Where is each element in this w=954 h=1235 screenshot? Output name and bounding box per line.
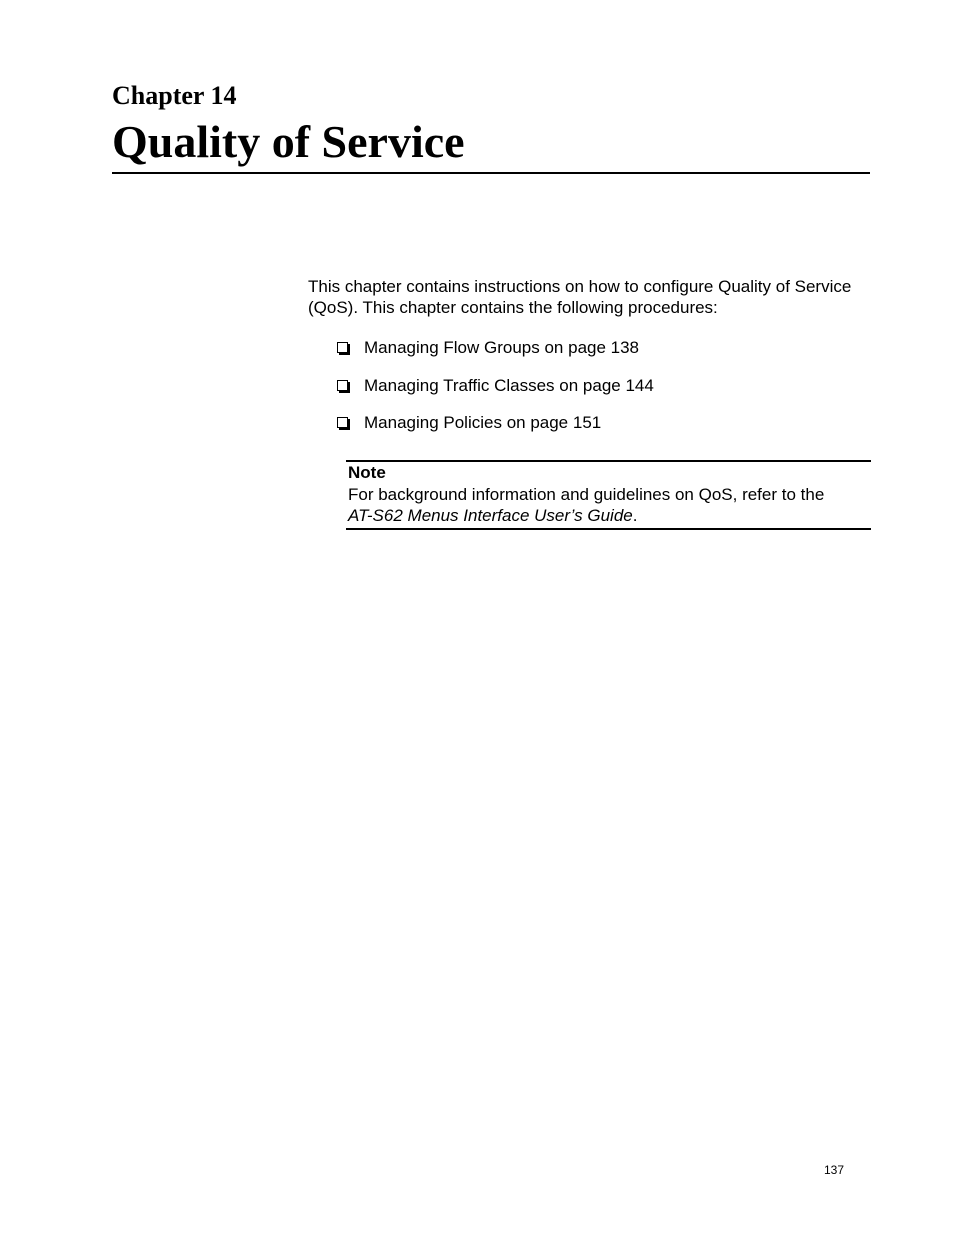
chapter-label: Chapter 14	[112, 81, 237, 110]
checkbox-icon	[337, 342, 348, 353]
guide-title-link[interactable]: AT-S62 Menus Interface User’s Guide	[348, 506, 633, 525]
note-line: For background information and guidelines on QoS, refer to the	[348, 484, 825, 504]
procedure-link[interactable]: Managing Traffic Classes on page 144	[364, 375, 654, 395]
note-bottom-rule	[346, 528, 871, 530]
note-line-2	[348, 505, 868, 527]
note-trailing: .	[632, 506, 638, 525]
procedure-link[interactable]: Managing Policies on page 151	[364, 413, 602, 432]
procedure-link[interactable]: Managing Flow Groups on page 138	[364, 338, 640, 357]
intro-paragraph	[308, 276, 878, 318]
note-box	[348, 462, 868, 527]
intro-line: This chapter contains instructions on how to configure Quality of Service	[308, 277, 852, 296]
chapter-title: Quality of Service	[112, 116, 465, 167]
intro-line: (QoS). This chapter contains the following procedures:	[308, 298, 718, 317]
checkbox-icon	[337, 417, 348, 428]
title-rule	[112, 172, 870, 174]
checkbox-icon	[337, 380, 348, 391]
note-heading: Note	[348, 463, 386, 482]
page-number: 137	[824, 1163, 845, 1177]
